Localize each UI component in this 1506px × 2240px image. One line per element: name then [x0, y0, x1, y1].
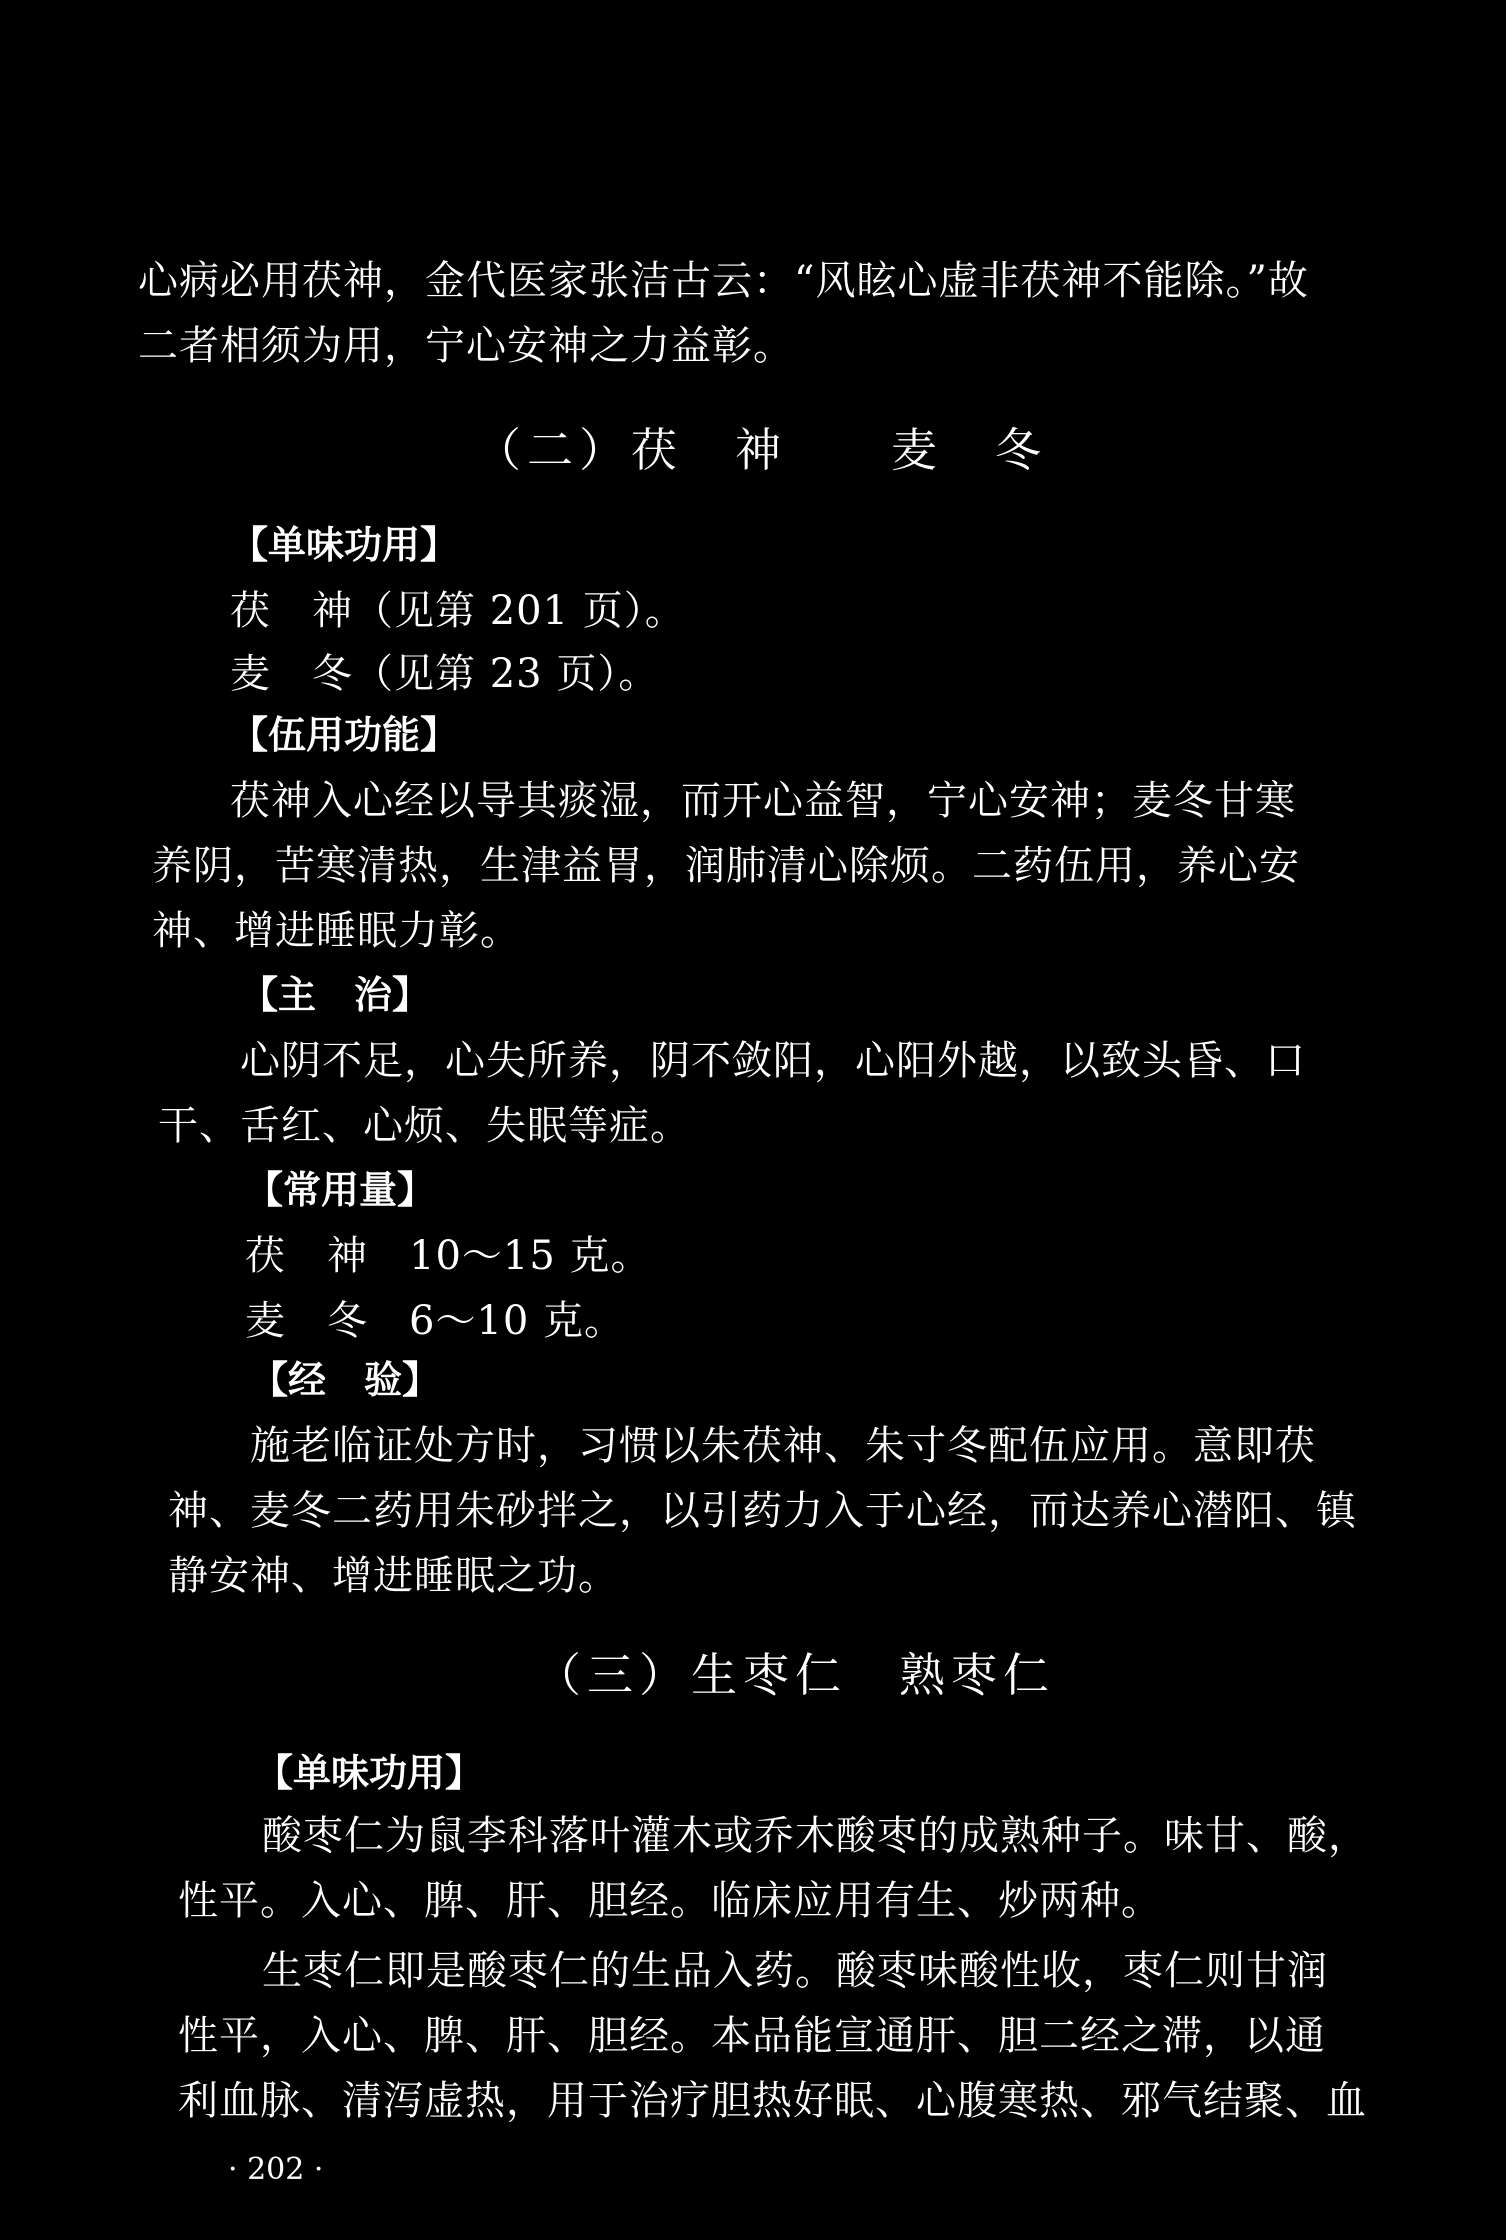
dosage-fushen: 茯 神 10～15 克。 — [245, 1233, 652, 1279]
page-number: · 202 · — [228, 2152, 324, 2187]
herb-maidong-reference: 麦 冬（见第 23 页）。 — [230, 651, 660, 697]
section-3-title: （三）生枣仁 熟枣仁 — [535, 1648, 1055, 1702]
para-2-line-1: 生枣仁即是酸枣仁的生品入药。酸枣味酸性收，枣仁则甘润 — [262, 1948, 1328, 1994]
para-2-line-2: 性平，入心、脾、肝、胆经。本品能宣通肝、胆二经之滞，以通 — [178, 2013, 1326, 2059]
indications-line-1: 心阴不足，心失所养，阴不敛阳，心阳外越，以致头昏、口 — [240, 1038, 1306, 1084]
pair-function-line-2: 养阴，苦寒清热，生津益胃，润肺清心除烦。二药伍用，养心安 — [152, 843, 1300, 889]
indications-line-2: 干、舌红、心烦、失眠等症。 — [158, 1103, 691, 1149]
pair-function-line-3: 神、增进睡眠力彰。 — [152, 908, 521, 954]
dosage-maidong: 麦 冬 6～10 克。 — [245, 1298, 626, 1344]
experience-line-1: 施老临证处方时，习惯以朱茯神、朱寸冬配伍应用。意即茯 — [250, 1423, 1316, 1469]
experience-line-2: 神、麦冬二药用朱砂拌之，以引药力入于心经，而达养心潜阳、镇 — [168, 1488, 1357, 1534]
pair-function-line-1: 茯神入心经以导其痰湿，而开心益智，宁心安神；麦冬甘寒 — [230, 778, 1296, 824]
para-1-line-1: 酸枣仁为鼠李科落叶灌木或乔木酸枣的成熟种子。味甘、酸， — [262, 1813, 1369, 1859]
label-combined-function: 【伍用功能】 — [230, 713, 459, 757]
label-dosage: 【常用量】 — [245, 1168, 436, 1212]
section-2-title: （二）茯 神 麦 冬 — [475, 423, 1047, 477]
intro-line-1: 心病必用茯神，金代医家张洁古云：“风眩心虚非茯神不能除。”故 — [138, 258, 1309, 304]
label-single-function-2: 【单味功用】 — [255, 1751, 484, 1795]
para-1-line-2: 性平。入心、脾、肝、胆经。临床应用有生、炒两种。 — [178, 1878, 1162, 1924]
experience-line-3: 静安神、增进睡眠之功。 — [168, 1553, 619, 1599]
herb-fushen-reference: 茯 神（见第 201 页）。 — [230, 588, 686, 634]
label-experience: 【经 验】 — [250, 1358, 441, 1402]
label-indications: 【主 治】 — [240, 973, 431, 1017]
para-2-line-3: 利血脉、清泻虚热，用于治疗胆热好眠、心腹寒热、邪气结聚、血 — [178, 2078, 1367, 2124]
intro-line-2: 二者相须为用，宁心安神之力益彰。 — [138, 323, 794, 369]
label-single-function: 【单味功用】 — [230, 523, 459, 567]
